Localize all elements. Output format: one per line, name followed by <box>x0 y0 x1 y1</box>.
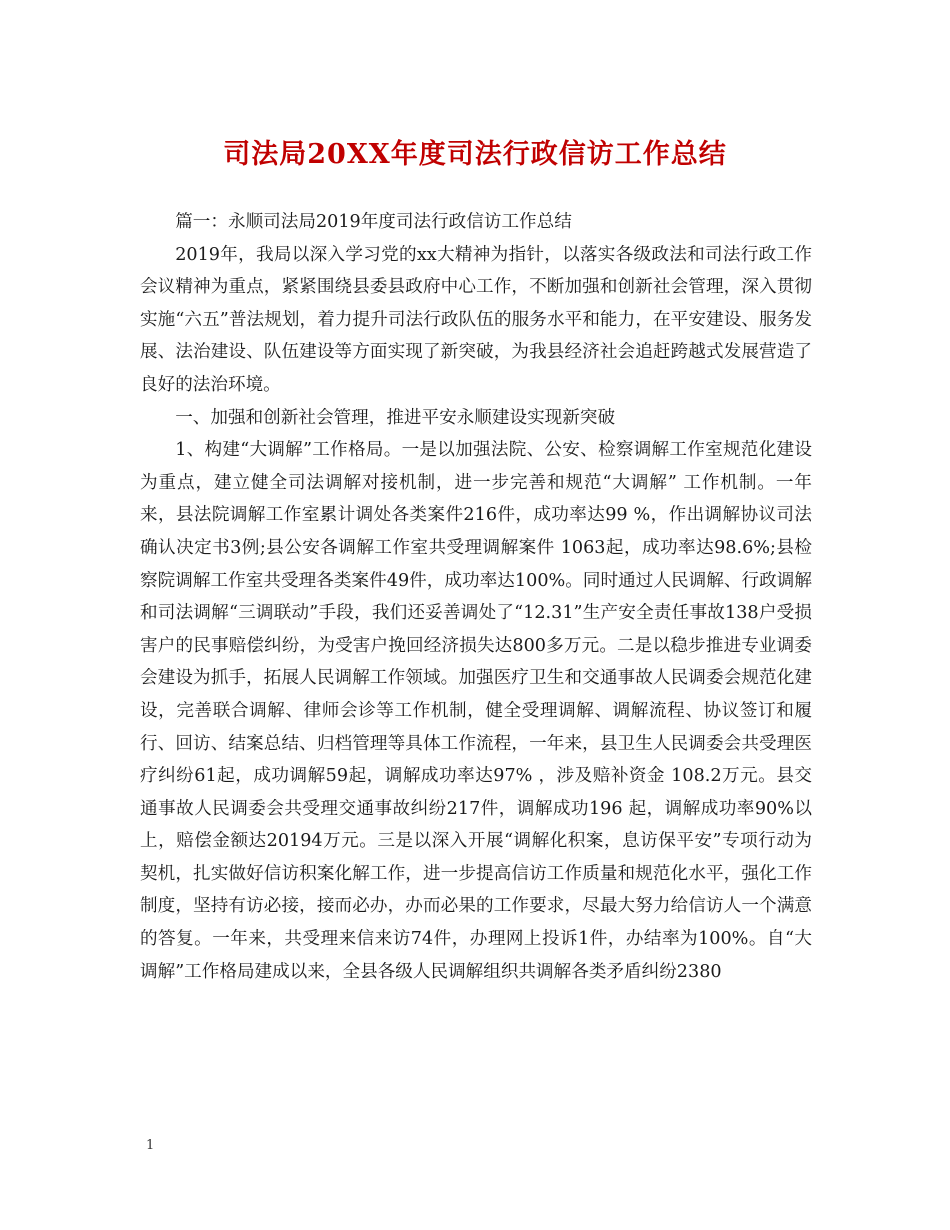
document-body <box>140 206 812 988</box>
document-title: 司法局20XX年度司法行政信访工作总结 <box>223 139 727 170</box>
paragraph-intro: 2019年，我局以深入学习党的xx大精神为指针，以落实各级政法和司法行政工作会议精神为重点，紧紧围绕县委县政府中心工作，不断加强和创新社会管理，深入贯彻实施“六五”普法规划，着力提升司法行政队伍的服务水平和能力，在平安建设、服务发展、法治建设、队伍建设等方面实现了新突破，为我县经济社会追赶跨越式发展营造了良好的法治环境。 <box>140 244 812 395</box>
paragraph-section-heading: 篇一：永顺司法局2019年度司法行政信访工作总结 <box>175 212 572 232</box>
paragraph-heading-1: 一、加强和创新社会管理，推进平安永顺建设实现新突破 <box>175 407 616 428</box>
paragraph-mediation: 1、构建“大调解”工作格局。一是以加强法院、公安、检察调解工作室规范化建设为重点，建立健全司法调解对接机制，进一步完善和规范“大调解” 工作机制。一年来，县法院调解工作室累计调处各类案件216件，成功率达99 %，作出调解协议司法确认决定书3例;县公安各调解工作室共受理调解案件 1063起，成功率达98.6%;县检察院调解工作室共受理各类案件49件，成功率达100%。同时通过人民调解、行政调解和司法调解“三调联动”手段，我们还妥善调处了“12.31”生产安全责任事故138户受损害户的民事赔偿纠纷，为受害户挽回经济损失达800多万元。二是以稳步推进专业调委会建设为抓手，拓展人民调解工作领域。加强医疗卫生和交通事故人民调委会规范化建设，完善联合调解、律师会诊等工作机制，健全受理调解、调解流程、协议签订和履行、回访、结案总结、归档管理等具体工作流程，一年来，县卫生人民调委会共受理医疗纠纷61起，成功调解59起，调解成功率达97% ，涉及赔补资金 108.2万元。县交通事故人民调委会共受理交通事故纠纷217件，调解成功196 起，调解成功率90%以上，赔偿金额达20194万元。三是以深入开展“调解化积案，息访保平安”专项行动为契机，扎实做好信访积案化解工作，进一步提高信访工作质量和规范化水平，强化工作制度，坚持有访必接，接而必办，办而必果的工作要求，尽最大努力给信访人一个满意的答复。一年来，共受理来信来访74件，办理网上投诉1件，办结率为100%。自“大调解”工作格局建成以来，全县各级人民调解组织共调解各类矛盾纠纷2380 <box>140 440 812 982</box>
page-number: 1 <box>146 1138 155 1153</box>
